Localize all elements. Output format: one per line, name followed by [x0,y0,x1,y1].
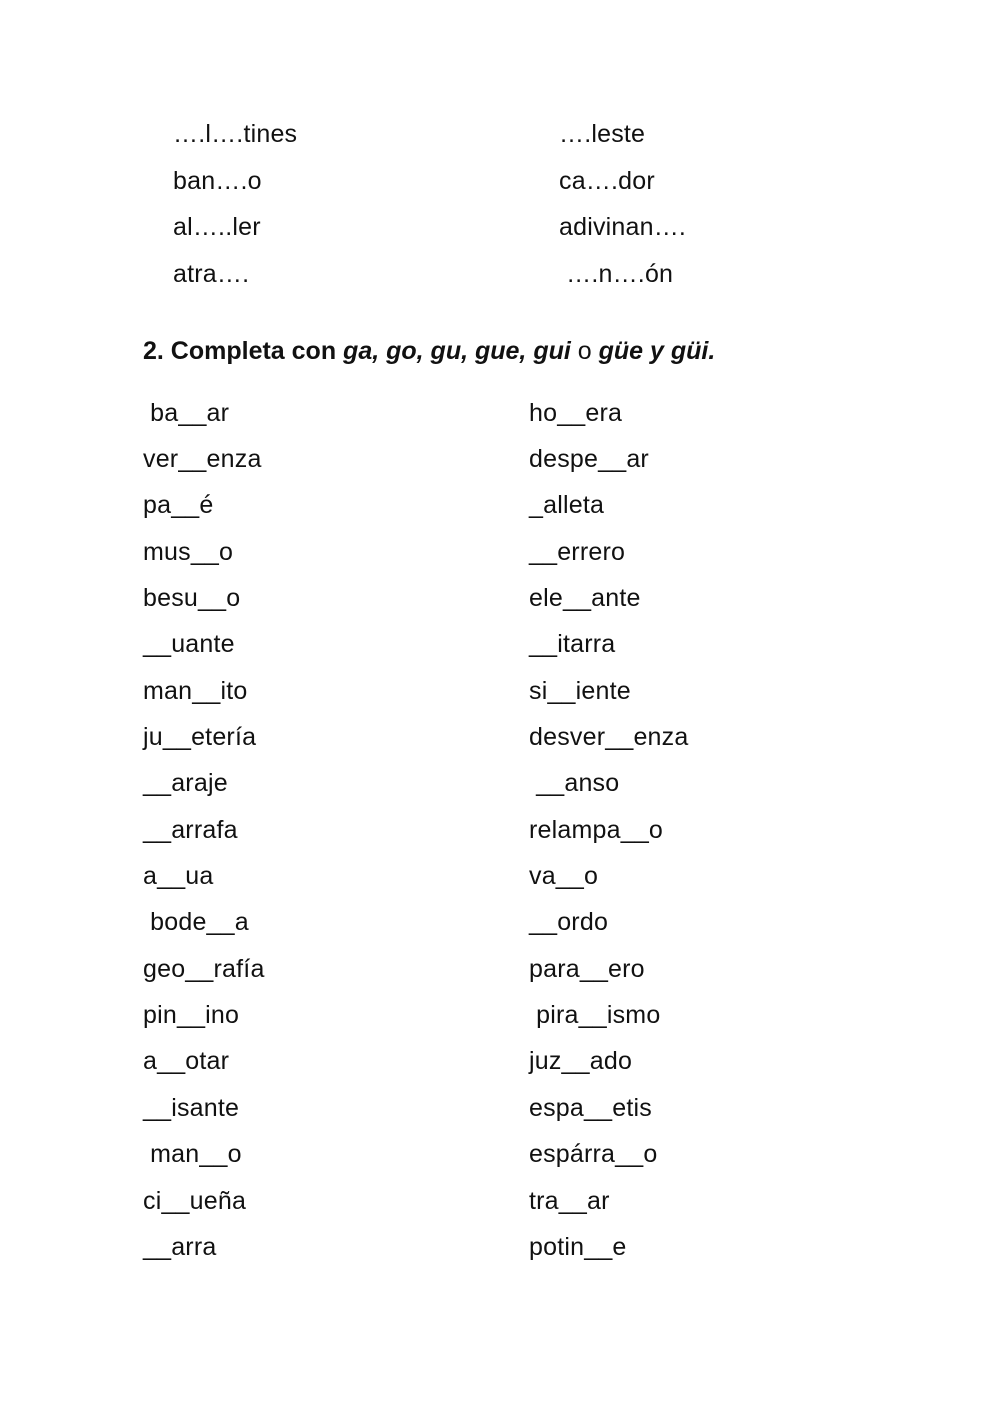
s2-right-word: despe__ar [529,445,649,473]
s1-right-word: ….n….ón [559,260,674,288]
s1-left-word: atra…. [173,260,250,288]
s2-right-word: si__iente [529,677,631,705]
s2-right-word: ho__era [529,399,623,427]
s2-left-word: bode__a [143,908,249,936]
s2-left-word: man__ito [143,677,248,705]
s2-left-word: a__ua [143,862,214,890]
s2-right-word: desver__enza [529,723,689,751]
s2-right-word: potin__e [529,1233,627,1261]
s2-left-word: __araje [143,769,228,797]
s2-right-word: va__o [529,862,599,890]
s2-left-word: __arrafa [143,816,238,844]
section2-heading [143,336,715,366]
heading-options2: güe y güi. [598,337,716,365]
s2-right-word: __itarra [529,630,616,658]
s2-left-word: ju__etería [143,723,257,751]
s1-left-word: ….l….tines [173,120,298,148]
s2-left-word: a__otar [143,1047,230,1075]
s2-right-word: __anso [529,769,620,797]
s1-left-word: ban….o [173,167,262,195]
s2-left-word: __isante [143,1094,240,1122]
heading-connector: o [570,337,599,365]
s2-left-word: ba__ar [143,399,230,427]
s1-left-word: al…..ler [173,213,261,241]
s2-left-word: ci__ueña [143,1187,247,1215]
s1-right-word: adivinan…. [559,213,687,241]
s2-left-word: __arra [143,1233,217,1261]
s2-left-word: besu__o [143,584,241,612]
s2-right-word: espa__etis [529,1094,652,1122]
s2-right-word: pira__ismo [529,1001,661,1029]
s2-left-word: pa__é [143,491,214,519]
s2-right-word: ele__ante [529,584,641,612]
s2-right-word: relampa__o [529,816,664,844]
s2-right-word: juz__ado [529,1047,633,1075]
s2-left-word: pin__ino [143,1001,240,1029]
s2-right-word: tra__ar [529,1187,610,1215]
s1-right-word: ….leste [559,120,646,148]
s2-left-word: ver__enza [143,445,262,473]
s2-left-word: man__o [143,1140,242,1168]
s2-right-word: para__ero [529,955,645,983]
s2-left-word: geo__rafía [143,955,265,983]
s2-right-word: espárra__o [529,1140,658,1168]
s2-right-word: __errero [529,538,626,566]
s2-right-word: __ordo [529,908,609,936]
s2-left-word: __uante [143,630,235,658]
heading-prefix: 2. Completa con [143,337,344,365]
s2-left-word: mus__o [143,538,234,566]
heading-options: ga, go, gu, gue, gui [343,337,571,365]
s2-right-word: _alleta [529,491,605,519]
s1-right-word: ca….dor [559,167,655,195]
